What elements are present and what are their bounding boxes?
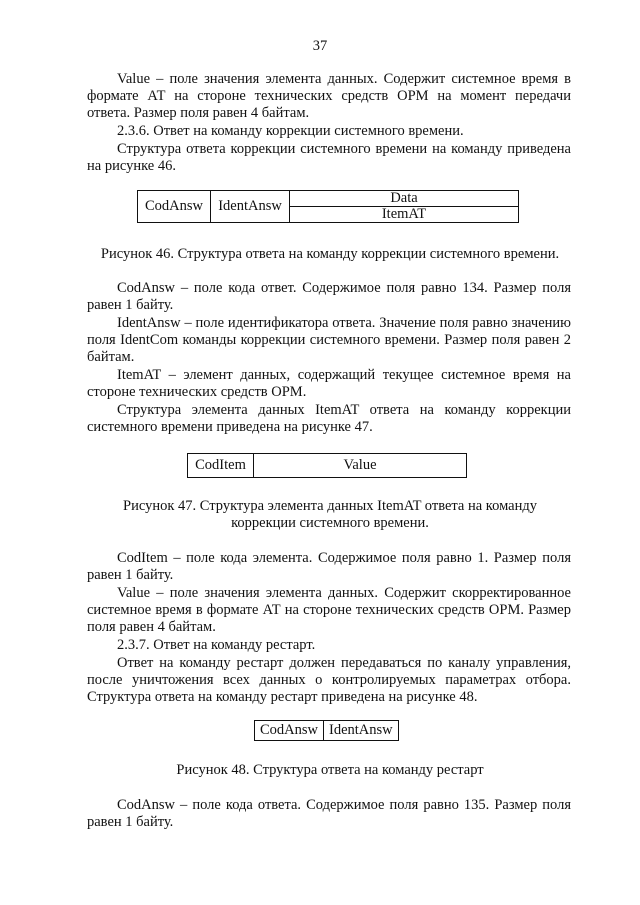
cell-identansw: IdentAnsw: [211, 191, 290, 223]
paragraph-codansw-description: CodAnsw – поле кода ответ. Содержимое поля равно 134. Размер поля равен 1 байту.: [87, 280, 571, 313]
cell-codansw: CodAnsw: [255, 721, 324, 741]
page-number: 37: [312, 38, 328, 54]
figure-47-structure-table: [187, 453, 467, 478]
paragraph-restart-response: Ответ на команду рестарт должен передаваться по каналу управления, после уничтожения всех данных о контролируемых параметрах отбора. Структура ответа на команду рестарт приведена на рисунке 48.: [87, 655, 571, 705]
figure-48-caption: Рисунок 48. Структура ответа на команду рестарт: [176, 762, 484, 778]
figure-47-caption-line2: коррекции системного времени.: [231, 515, 429, 531]
paragraph-value-description: Value – поле значения элемента данных. Содержит системное время в формате АТ на стороне технических средств ОРМ на момент передачи ответа. Размер поля равен 4 байтам.: [87, 71, 571, 121]
figure-47-caption-line1: Рисунок 47. Структура элемента данных ItemAT ответа на команду: [123, 498, 537, 514]
cell-identansw: IdentAnsw: [324, 721, 399, 741]
section-heading-2-3-6: 2.3.6. Ответ на команду коррекции системного времени.: [117, 123, 464, 139]
figure-46-caption: Рисунок 46. Структура ответа на команду коррекции системного времени.: [100, 246, 560, 262]
paragraph-figure46-intro: Структура ответа коррекции системного времени на команду приведена на рисунке 46.: [87, 141, 571, 174]
figure-46-structure-table: [137, 190, 519, 223]
cell-codansw: CodAnsw: [138, 191, 211, 223]
paragraph-codansw-135-description: CodAnsw – поле кода ответа. Содержимое поля равно 135. Размер поля равен 1 байту.: [87, 797, 571, 830]
cell-coditem: CodItem: [188, 454, 254, 478]
cell-itemat: ItemAT: [290, 207, 519, 223]
paragraph-value-corrected-description: Value – поле значения элемента данных. Содержит скорректированное системное время в формате АТ на стороне технических средств ОРМ. Размер поля равен 4 байтам.: [87, 585, 571, 635]
cell-value: Value: [254, 454, 467, 478]
figure-48-structure-table: [254, 720, 399, 741]
paragraph-figure47-intro: Структура элемента данных ItemAT ответа на команду коррекции системного времени приведена на рисунке 47.: [87, 402, 571, 435]
cell-data: Data: [290, 191, 519, 207]
paragraph-itemat-description: ItemAT – элемент данных, содержащий текущее системное время на стороне технических средств ОРМ.: [87, 367, 571, 400]
paragraph-coditem-description: CodItem – поле кода элемента. Содержимое поля равно 1. Размер поля равен 1 байту.: [87, 550, 571, 583]
paragraph-identansw-description: IdentAnsw – поле идентификатора ответа. Значение поля равно значению поля IdentCom команды коррекции системного времени. Размер поля равен 2 байтам.: [87, 315, 571, 365]
section-heading-2-3-7: 2.3.7. Ответ на команду рестарт.: [117, 637, 316, 653]
